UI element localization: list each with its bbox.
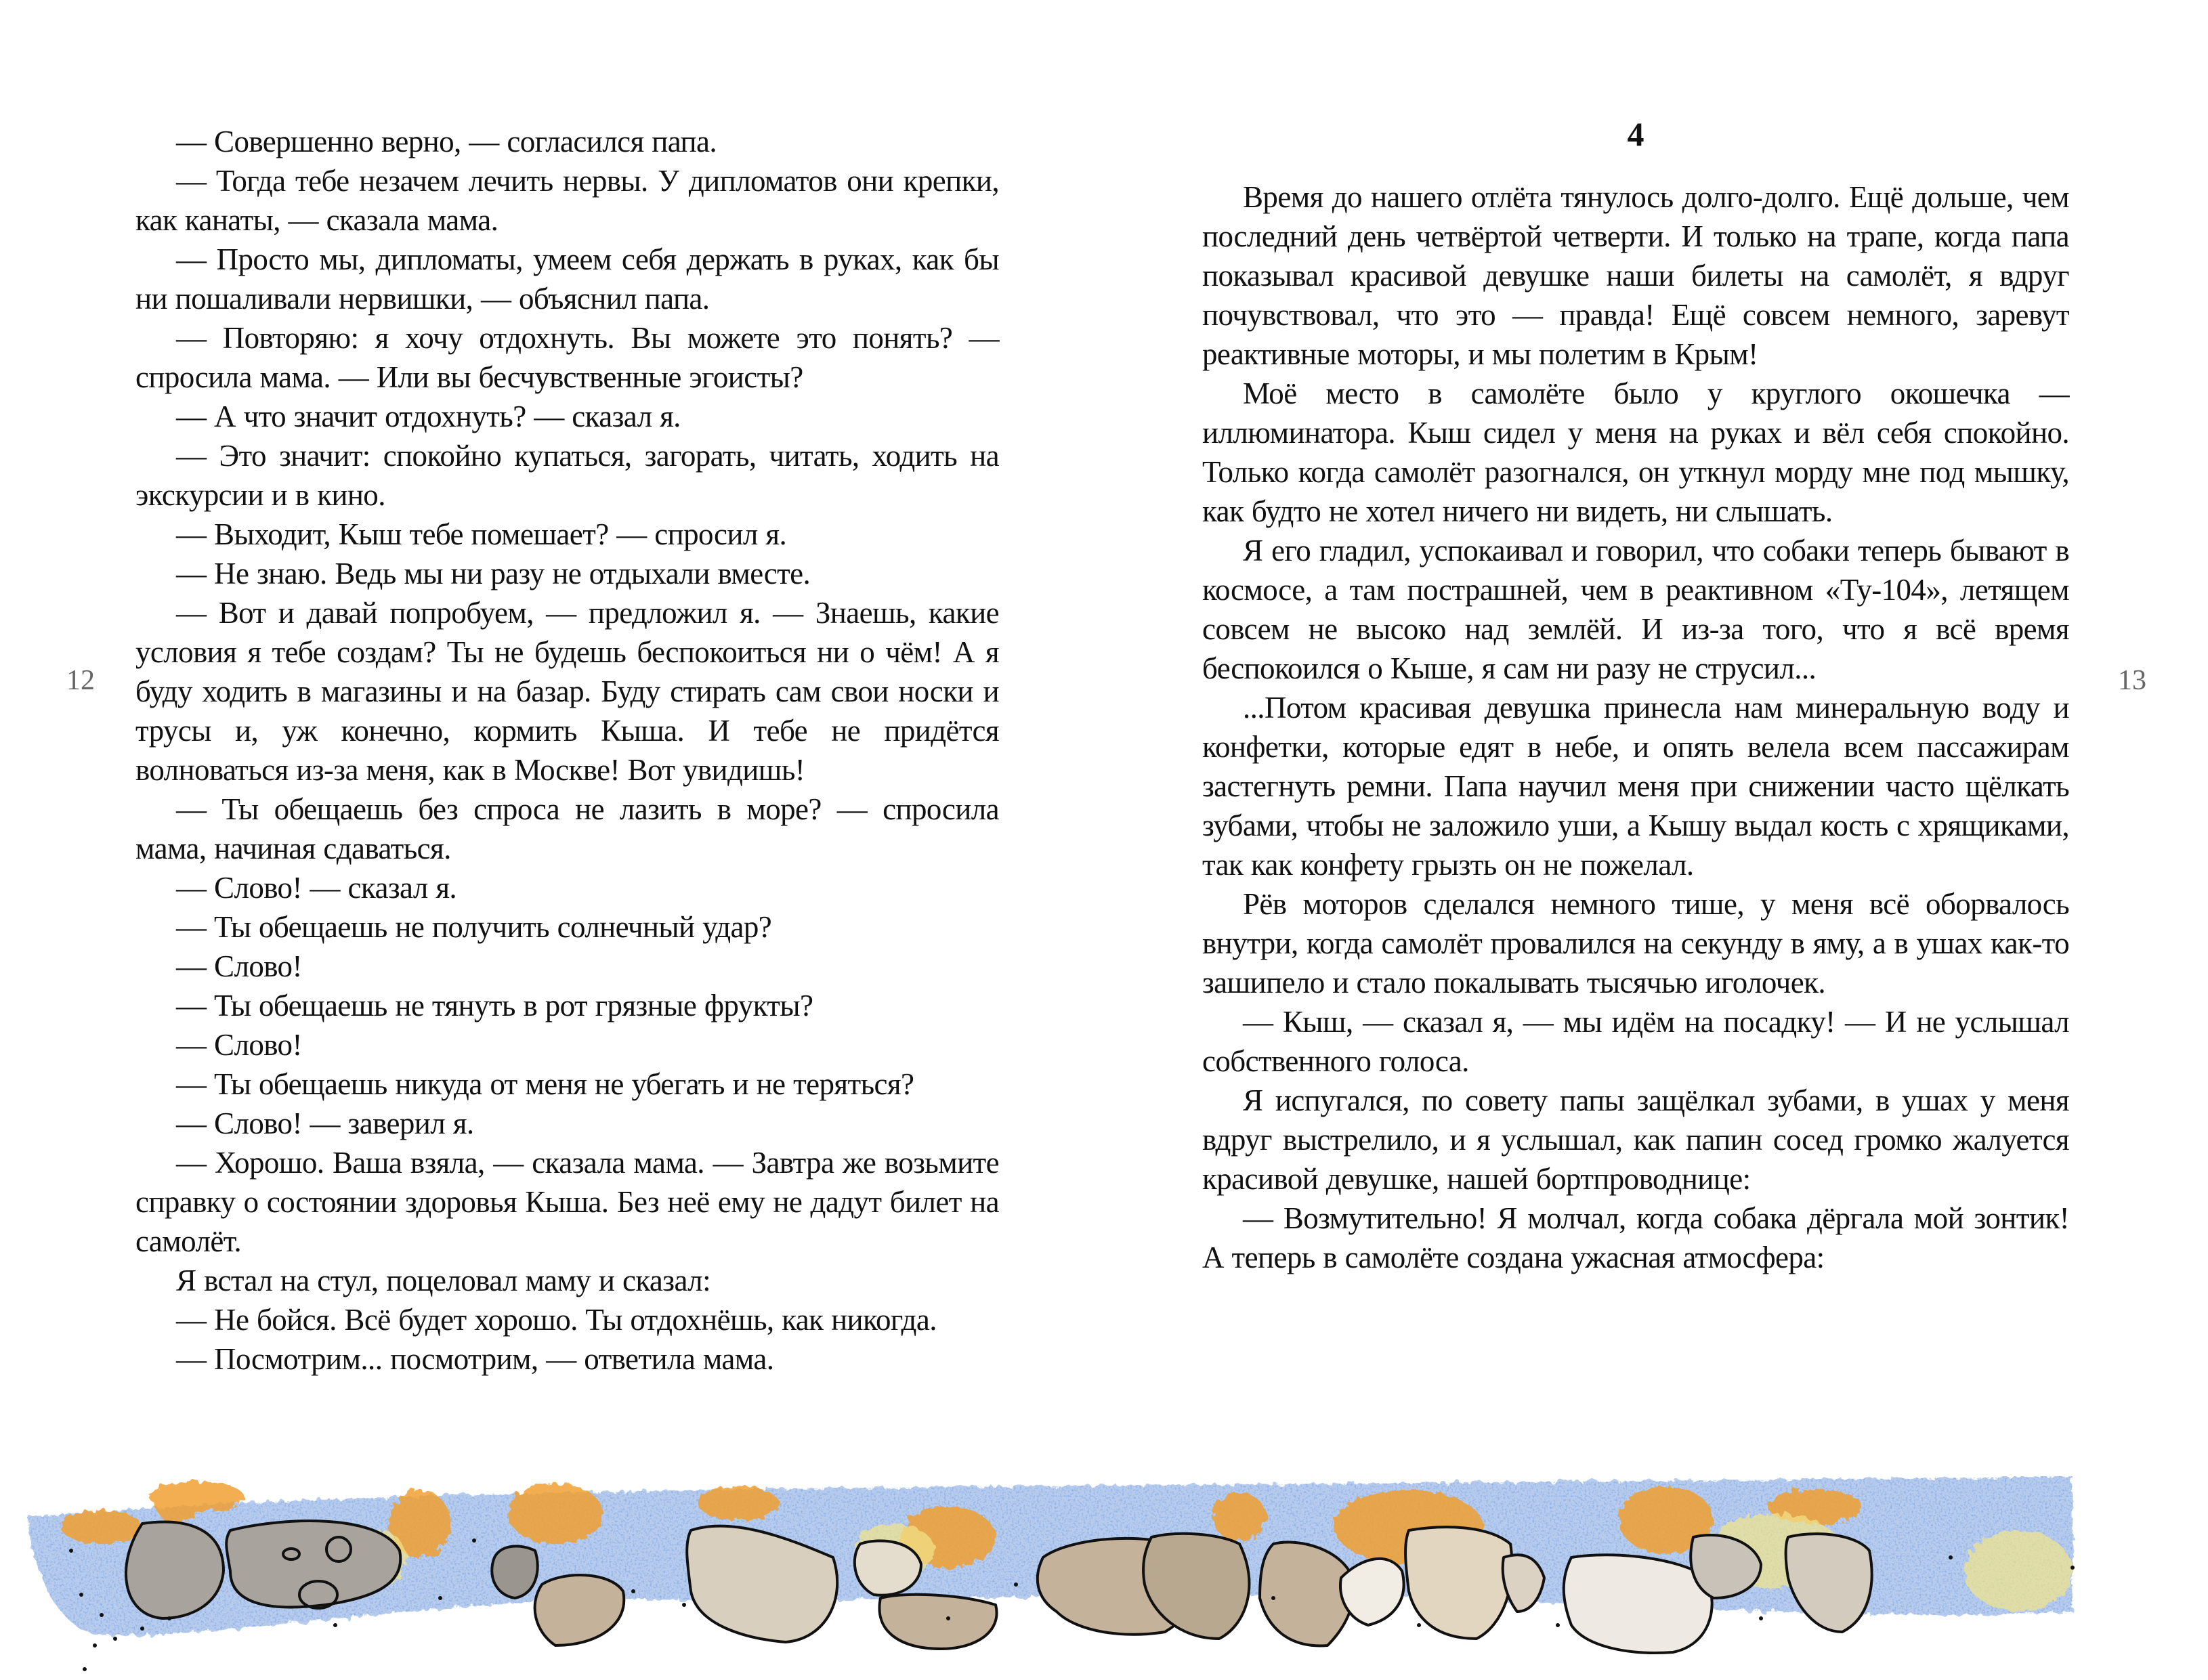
paragraph: — Повторяю: я хочу отдохнуть. Вы можете это понять? — спросила мама. — Или вы бесчувственные эгоисты? [135, 321, 999, 394]
paragraph: — Ты обещаешь не тянуть в рот грязные фрукты? [176, 989, 813, 1022]
paragraph: Я испугался, по совету папы защёлкал зубами, в ушах у меня вдруг выстрелило, и я услышал, как папин сосед громко жалуется красивой девушке, нашей бортпроводнице: [1202, 1083, 2069, 1196]
paragraph: — Выходит, Кыш тебе помешает? — спросил я. [176, 517, 787, 551]
paragraph: ...Потом красивая девушка принесла нам минеральную воду и конфетки, которые едят в небе, и опять велела всем пассажирам застегнуть ремни. Папа научил меня при снижении часто щёлкать зубами, чтобы не заложило уши, а Кышу выдал кость с хрящиками, так как конфету грызть он не пожелал. [1202, 691, 2069, 882]
paragraph: — Совершенно верно, — согласился папа. [176, 125, 717, 158]
paragraph: — Возмутительно! Я молчал, когда собака дёргала мой зонтик! А теперь в самолёте создана ужасная атмосфера: [1202, 1201, 2069, 1274]
right-page [1104, 0, 2208, 1680]
page-number-right: 13 [2118, 665, 2146, 696]
left-page-text-column [135, 122, 999, 1379]
paragraph: Время до нашего отлёта тянулось долго-долго. Ещё дольше, чем последний день четвёртой четверти. И только на трапе, когда папа показывал красивой девушке наши билеты на самолёт, я вдруг почувствовал, что это — правда! Ещё совсем немного, заревут реактивные моторы, и мы полетим в Крым! [1202, 180, 2069, 371]
paragraph: — Вот и давай попробуем, — предложил я. — Знаешь, какие условия я тебе создам? Ты не будешь беспокоиться ни о чём! А я буду ходить в магазины и на базар. Буду стирать сам свои носки и трусы и, уж конечно, кормить Кыша. И тебе не придётся волноваться из-за меня, как в Москве! Вот увидишь! [135, 596, 999, 787]
paragraph: — Слово! — сказал я. [176, 871, 457, 905]
paragraph: — Слово! [176, 1028, 302, 1062]
paragraph: Моё место в самолёте было у круглого окошечка — иллюминатора. Кыш сидел у меня на руках и вёл себя спокойно. Только когда самолёт разогнался, он уткнул морду мне под мышку, как будто не хотел ничего ни видеть, ни слышать. [1202, 376, 2069, 528]
page-number-left: 12 [66, 665, 95, 696]
paragraph: — Ты обещаешь без спроса не лазить в море? — спросила мама, начиная сдаваться. [135, 792, 999, 865]
paragraph: Я его гладил, успокаивал и говорил, что собаки теперь бывают в космосе, а там пострашней, чем в реактивном «Ту-104», летящем совсем не высоко над землёй. И из-за того, что я всё время беспокоился о Кыше, я сам ни разу не струсил... [1202, 534, 2069, 685]
paragraph: — Ты обещаешь никуда от меня не убегать и не теряться? [176, 1067, 914, 1101]
paragraph: — Не знаю. Ведь мы ни разу не отдыхали вместе. [176, 557, 811, 590]
paragraph: — Просто мы, дипломаты, умеем себя держать в руках, как бы ни пошаливали нервишки, — объяснил папа. [135, 242, 999, 316]
paragraph: Рёв моторов сделался немного тише, у меня всё оборвалось внутри, когда самолёт провалился на секунду в яму, а в ушах как-то зашипело и стало покалывать тысячью иголочек. [1202, 887, 2069, 999]
paragraph: — Хорошо. Ваша взяла, — сказала мама. — Завтра же возьмите справку о состоянии здоровья Кыша. Без неё ему не дадут билет на самолёт. [135, 1146, 999, 1258]
paragraph: Я встал на стул, поцеловал маму и сказал: [176, 1264, 710, 1297]
paragraph: — Слово! [176, 949, 302, 983]
chapter-heading: 4 [1627, 115, 1644, 153]
paragraph: — Посмотрим... посмотрим, — ответила мама. [176, 1342, 774, 1376]
paragraph: — А что значит отдохнуть? — сказал я. [176, 400, 681, 433]
right-page-text-column [1202, 177, 2069, 1277]
paragraph: — Это значит: спокойно купаться, загорать, читать, ходить на экскурсии и в кино. [135, 439, 999, 512]
paragraph: — Слово! — заверил я. [176, 1106, 474, 1140]
pebbles-illustration [0, 1476, 2208, 1680]
paragraph: — Тогда тебе незачем лечить нервы. У дипломатов они крепки, как канаты, — сказала мама. [135, 164, 999, 237]
paragraph: — Ты обещаешь не получить солнечный удар? [176, 910, 772, 944]
paragraph: — Не бойся. Всё будет хорошо. Ты отдохнёшь, как никогда. [176, 1303, 937, 1337]
paragraph: — Кыш, — сказал я, — мы идём на посадку! — И не услышал собственного голоса. [1202, 1005, 2069, 1078]
